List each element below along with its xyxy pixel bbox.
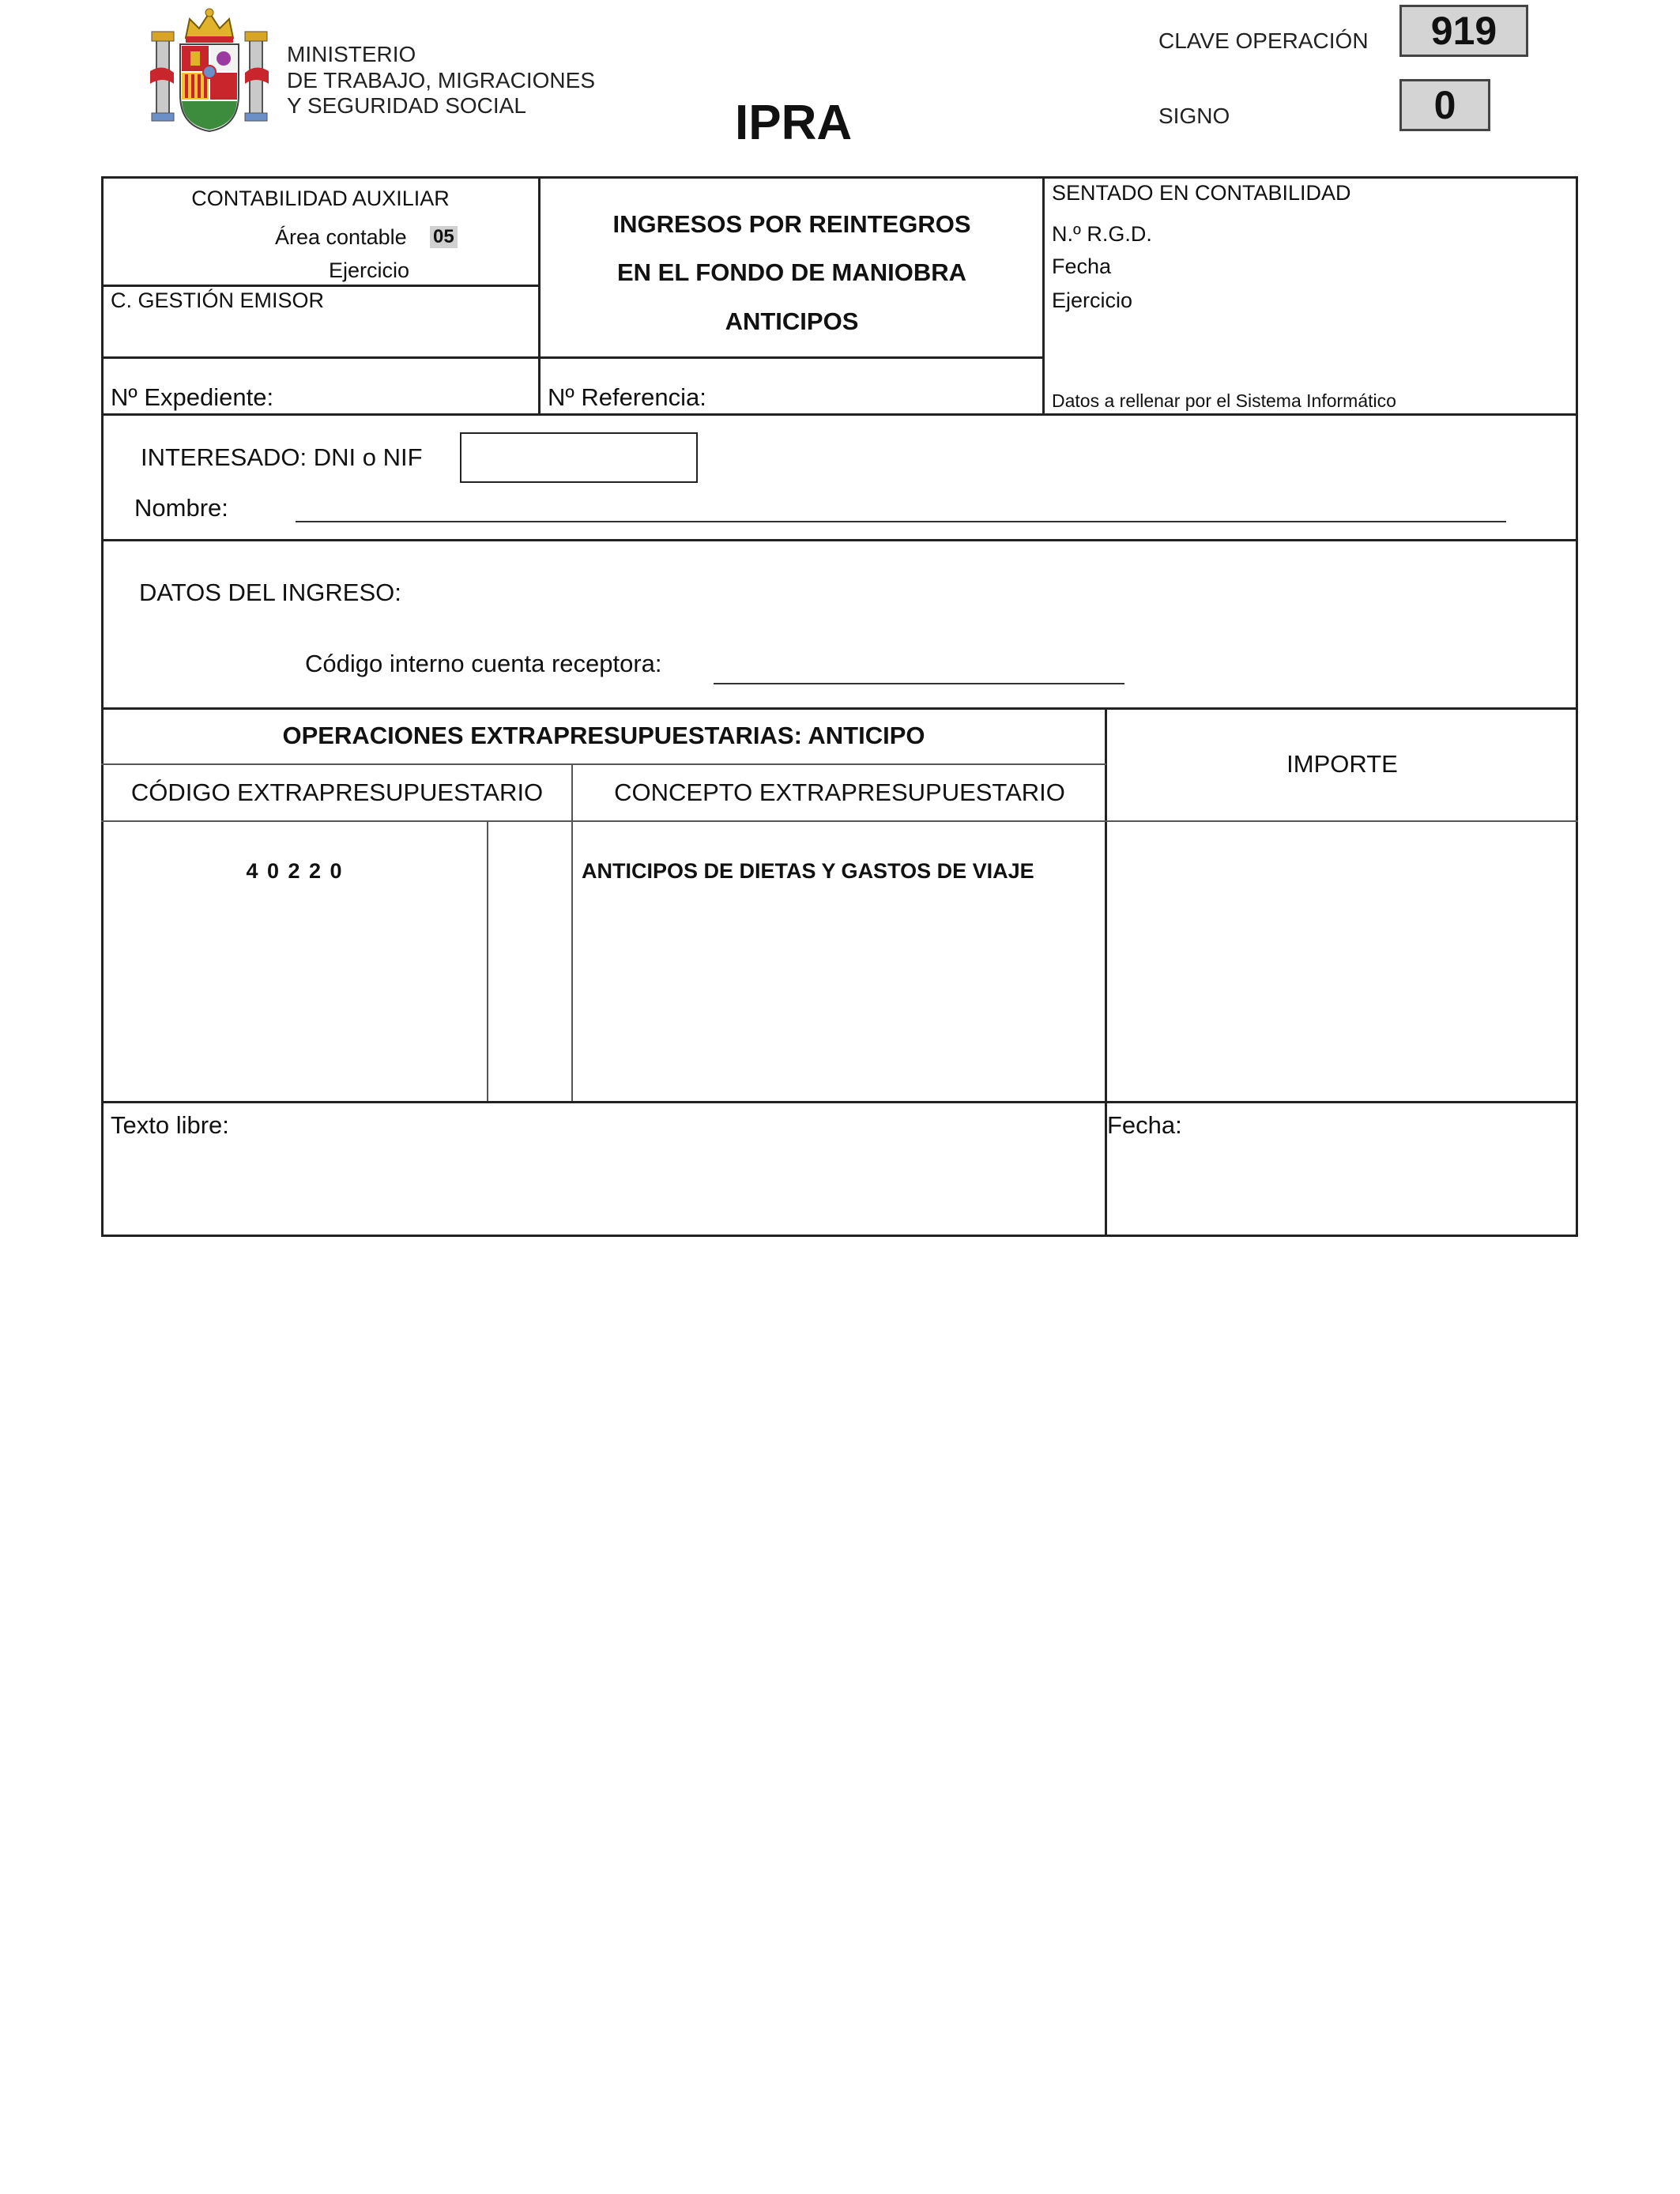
form-code-title: IPRA [735,96,853,150]
nombre-label: Nombre: [134,494,228,522]
clave-operacion-label: CLAVE OPERACIÓN [1158,28,1369,53]
cuenta-receptora-label: Código interno cuenta receptora: [305,650,662,677]
ministry-line-3: Y SEGURIDAD SOCIAL [287,93,526,118]
cuenta-receptora-input-line[interactable] [714,683,1124,684]
form-title-line-2: EN EL FONDO DE MANIOBRA [616,258,967,286]
form-title-line-3: ANTICIPOS [725,307,859,335]
fecha-label: Fecha: [1107,1111,1182,1139]
fecha-area[interactable] [1109,1140,1573,1231]
signo-box: 0 [1399,79,1490,131]
importe-column-header: IMPORTE [1286,750,1398,778]
texto-libre-area[interactable] [105,1140,1102,1231]
contabilidad-auxiliar-title: CONTABILIDAD AUXILIAR [191,187,450,210]
spain-coat-of-arms-icon [150,8,269,134]
operaciones-title: OPERACIONES EXTRAPRESUPUESTARIAS: ANTICIPO [282,722,925,749]
form-title-line-1: INGRESOS POR REINTEGROS [612,210,971,238]
sentado-contabilidad-title: SENTADO EN CONTABILIDAD [1052,181,1351,205]
expediente-label: Nº Expediente: [111,383,274,411]
texto-libre-label: Texto libre: [111,1111,229,1139]
ministry-line-1: MINISTERIO [287,42,416,66]
ministry-line-2: DE TRABAJO, MIGRACIONES [287,68,595,92]
concepto-column-header: CONCEPTO EXTRAPRESUPUESTARIO [614,778,1065,806]
sistema-informatico-note: Datos a rellenar por el Sistema Informático [1052,390,1396,411]
gestion-emisor-label: C. GESTIÓN EMISOR [111,288,325,312]
codigo-extrapresupuestario-value: 4 0 2 2 0 [246,859,344,883]
interesado-dni-label: INTERESADO: DNI o NIF [141,443,423,471]
concepto-extrapresupuestario-value: ANTICIPOS DE DIETAS Y GASTOS DE VIAJE [582,859,1034,883]
ejercicio-label: Ejercicio [329,258,410,282]
sentado-fecha-label: Fecha [1052,254,1112,278]
datos-ingreso-title: DATOS DEL INGRESO: [139,579,401,606]
area-contable-label: Área contable [275,225,407,249]
codigo-column-header: CÓDIGO EXTRAPRESUPUESTARIO [130,778,544,806]
sentado-ejercicio-label: Ejercicio [1052,288,1133,312]
dni-nif-input[interactable] [460,432,698,483]
area-contable-value: 05 [430,226,458,248]
importe-input[interactable] [1109,823,1575,1099]
rgd-label: N.º R.G.D. [1052,222,1152,246]
clave-operacion-box: 919 [1399,5,1528,57]
nombre-input-line[interactable] [296,521,1506,522]
form-table [101,176,1578,1237]
referencia-label: Nº Referencia: [548,383,706,411]
signo-label: SIGNO [1158,104,1230,128]
